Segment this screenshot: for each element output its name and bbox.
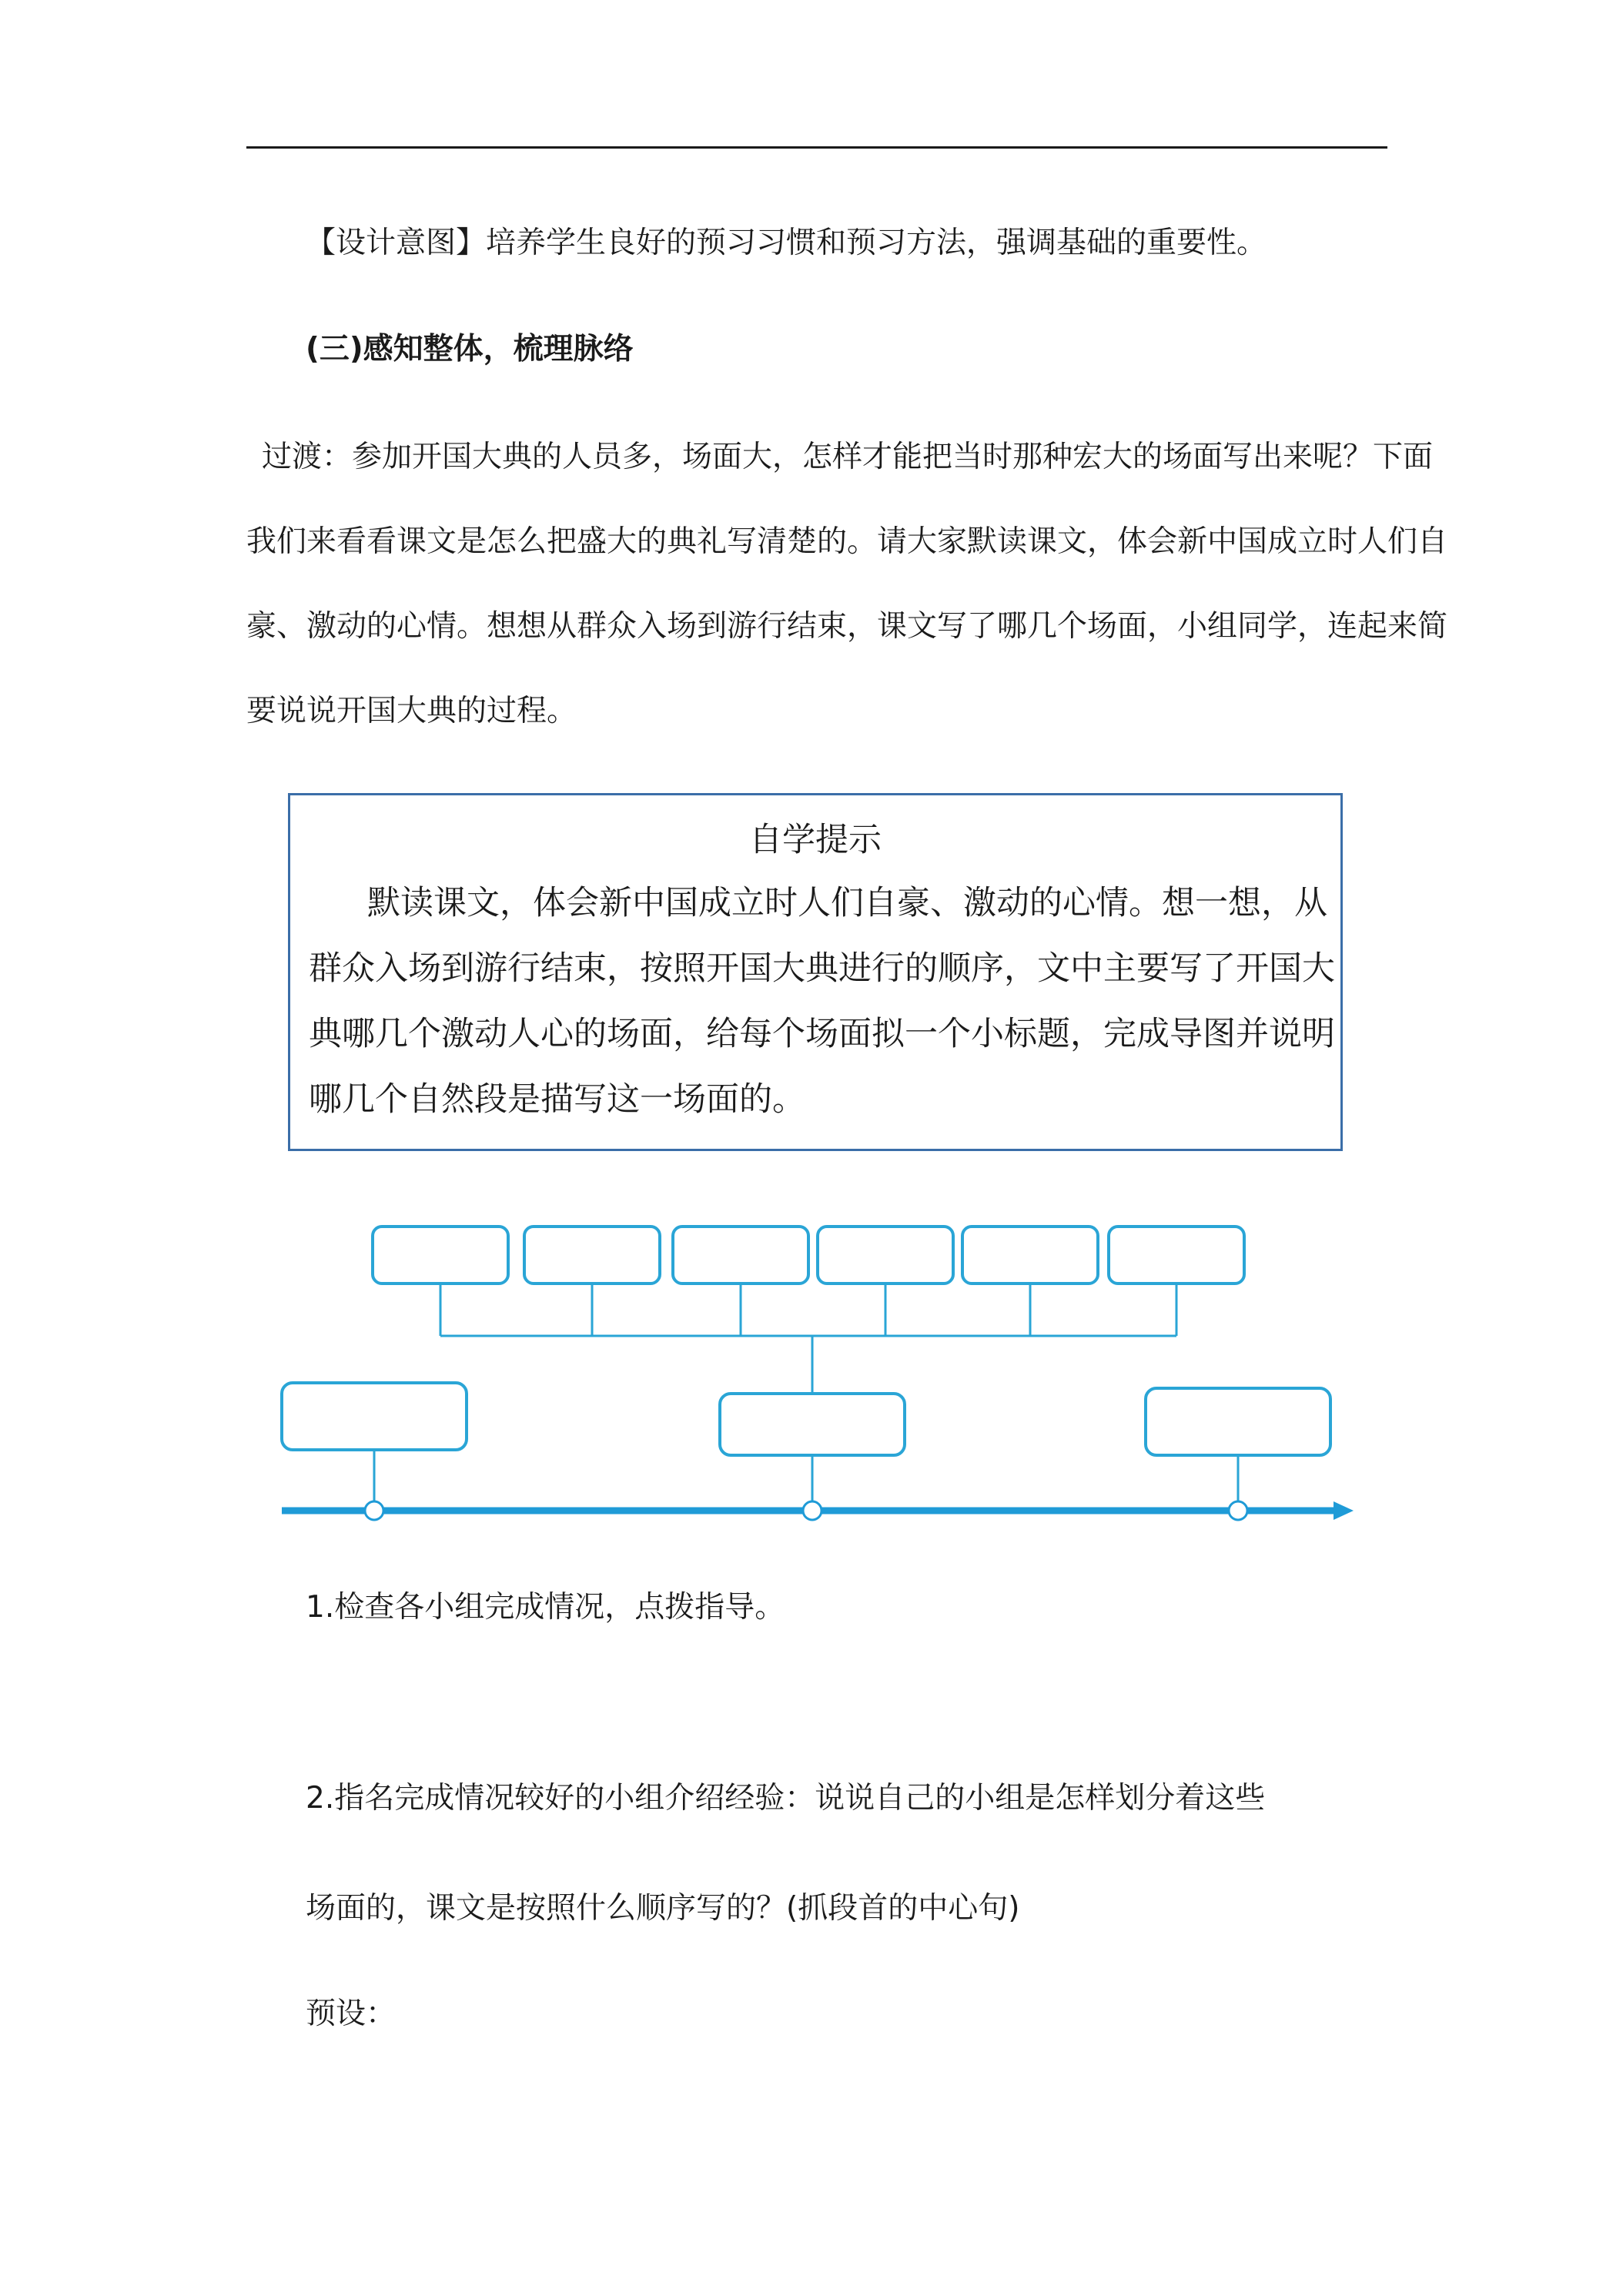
preset-label: 预设：: [306, 1996, 397, 2031]
top-scene-box-6: [1109, 1227, 1244, 1284]
top-scene-box-5: [962, 1227, 1098, 1284]
self-study-hint-box: [288, 793, 1343, 1151]
transition-line-1: 过渡：参加开国大典的人员多，场面大，怎样才能把当时那种宏大的场面写出来呢？下面: [262, 440, 1434, 474]
connector-lines: [374, 1284, 1238, 1511]
transition-line-4: 要说说开国大典的过程。: [246, 694, 577, 728]
header-rule: [246, 146, 1387, 149]
step-2-line-2: 场面的，课文是按照什么顺序写的？(抓段首的中心句): [306, 1891, 1020, 1926]
timeline-node-3: [1229, 1501, 1247, 1520]
top-scene-box-1: [373, 1227, 508, 1284]
bottom-phase-box-2: [720, 1394, 905, 1455]
hint-line-2: 群众入场到游行结束，按照开国大典进行的顺序，文中主要写了开国大: [309, 949, 1335, 988]
top-scene-box-2: [524, 1227, 660, 1284]
timeline-node-1: [365, 1501, 383, 1520]
step-1-text: 1.检查各小组完成情况，点拨指导。: [306, 1590, 785, 1625]
step-2-line-1: 2.指名完成情况较好的小组介绍经验：说说自己的小组是怎样划分着这些: [306, 1781, 1266, 1816]
bottom-phase-box-1: [282, 1383, 467, 1450]
transition-line-3: 豪、激动的心情。想想从群众入场到游行结束，课文写了哪几个场面，小组同学，连起来简: [246, 609, 1448, 644]
design-intent-text: 【设计意图】培养学生良好的预习习惯和预习方法，强调基础的重要性。: [306, 226, 1267, 260]
timeline-node-2: [803, 1501, 822, 1520]
hint-line-3: 典哪几个激动人心的场面，给每个场面拟一个小标题，完成导图并说明: [309, 1015, 1335, 1053]
hint-line-4: 哪几个自然段是描写这一场面的。: [309, 1080, 805, 1119]
hint-title: 自学提示: [749, 821, 882, 859]
top-scene-box-3: [673, 1227, 808, 1284]
timeline-axis: [282, 1501, 1354, 1520]
top-scene-box-4: [818, 1227, 953, 1284]
arrow-right-icon: [1334, 1501, 1354, 1520]
section-heading: (三)感知整体，梳理脉络: [306, 332, 634, 366]
hint-line-1: 默读课文，体会新中国成立时人们自豪、激动的心情。想一想，从: [367, 884, 1327, 922]
bottom-phase-box-3: [1146, 1388, 1330, 1455]
transition-line-2: 我们来看看课文是怎么把盛大的典礼写清楚的。请大家默读课文，体会新中国成立时人们自: [246, 524, 1448, 559]
